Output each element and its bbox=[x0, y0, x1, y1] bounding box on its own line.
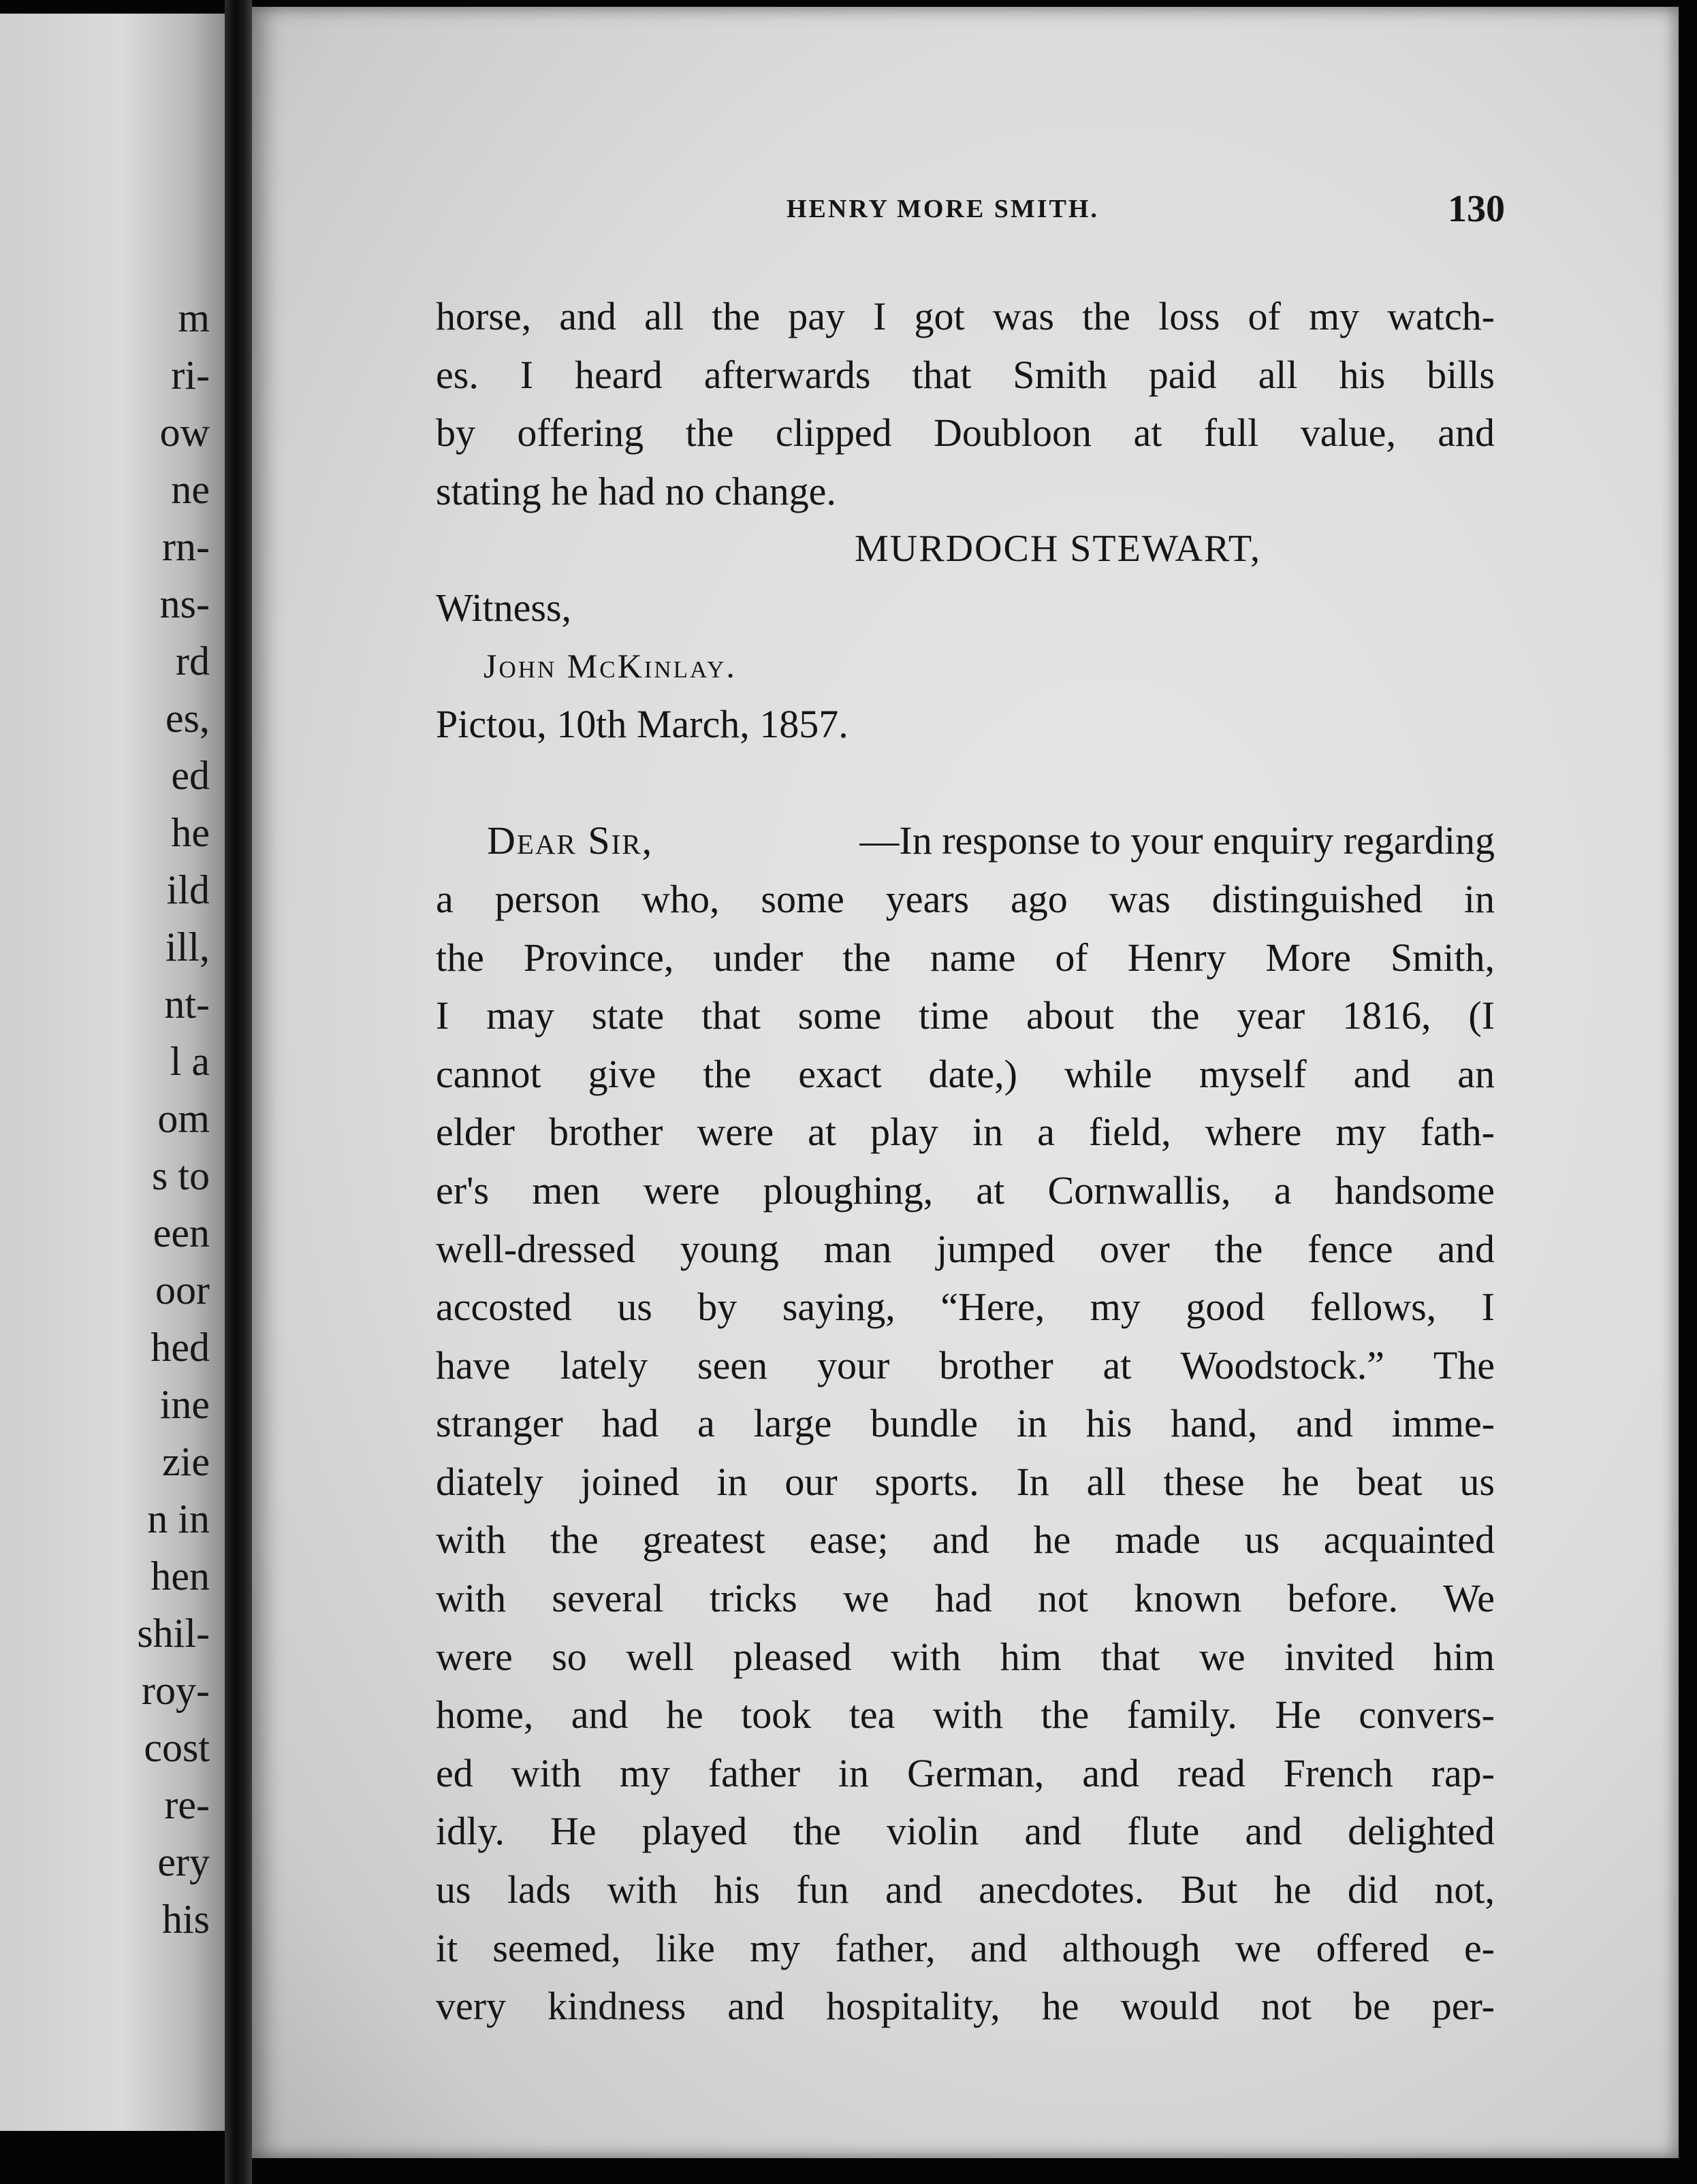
page-body bbox=[436, 287, 1495, 2036]
running-head bbox=[252, 185, 1679, 233]
text-line: es. I heard afterwards that Smith paid all his bills bbox=[436, 352, 1495, 397]
text-line: ed with my father in German, and read French rap- bbox=[436, 1750, 1495, 1795]
facing-page-fragment: een bbox=[153, 1210, 210, 1255]
facing-page-fragment: ow bbox=[159, 410, 210, 455]
facing-page-fragment: cost bbox=[144, 1725, 210, 1770]
facing-page-fragment: m bbox=[178, 295, 210, 340]
text-line: well-dressed young man jumped over the fence and bbox=[436, 1226, 1495, 1271]
text-line: diately joined in our sports. In all these he beat us bbox=[436, 1459, 1495, 1504]
text-line: —In response to your enquiry regarding bbox=[859, 818, 1495, 863]
facing-page-fragment: ill, bbox=[165, 925, 210, 969]
text-line: stating he had no change. bbox=[436, 468, 836, 513]
text-line: elder brother were at play in a field, where my fath- bbox=[436, 1110, 1495, 1155]
text-line: very kindness and hospitality, he would not be per- bbox=[436, 1984, 1495, 2029]
book-gutter bbox=[225, 0, 252, 2184]
text-line: the Province, under the name of Henry More Smith, bbox=[436, 935, 1495, 980]
text-line: by offering the clipped Doubloon at full value, and bbox=[436, 411, 1495, 455]
facing-page-fragment: roy- bbox=[142, 1668, 210, 1713]
facing-page-left bbox=[0, 14, 225, 2131]
text-line: home, and he took tea with the family. He convers- bbox=[436, 1692, 1495, 1737]
facing-page-fragment: ne bbox=[171, 467, 210, 512]
text-line: er's men were ploughing, at Cornwallis, a handsome bbox=[436, 1168, 1495, 1213]
facing-page-fragment: l a bbox=[170, 1039, 210, 1084]
facing-page-fragment: nt- bbox=[164, 982, 210, 1027]
facing-page-fragment: ine bbox=[159, 1382, 210, 1427]
paragraph-spacer bbox=[436, 754, 1495, 812]
facing-page-text-fragments bbox=[137, 289, 210, 1948]
facing-page-fragment: ild bbox=[166, 867, 210, 912]
facing-page-fragment: zie bbox=[162, 1439, 210, 1484]
text-line: it seemed, like my father, and although we offered e- bbox=[436, 1925, 1495, 1970]
text-line: horse, and all the pay I got was the loss of my watch- bbox=[436, 294, 1495, 338]
witness-label: Witness, bbox=[436, 585, 572, 630]
witness-name: John McKinlay. bbox=[483, 646, 737, 685]
facing-page-fragment: ri- bbox=[171, 353, 210, 398]
text-line: were so well pleased with him that we invited him bbox=[436, 1634, 1495, 1679]
letter-opening-line bbox=[436, 812, 1495, 870]
text-line: idly. He played the violin and flute and delighted bbox=[436, 1809, 1495, 1854]
dateline: Pictou, 10th March, 1857. bbox=[436, 702, 848, 747]
text-line: stranger had a large bundle in his hand, and imme- bbox=[436, 1401, 1495, 1446]
text-line: I may state that some time about the year 1816, (I bbox=[436, 993, 1495, 1038]
signature: MURDOCH STEWART, bbox=[855, 528, 1261, 571]
text-line: accosted us by saying, “Here, my good fellows, I bbox=[436, 1285, 1495, 1330]
text-line: have lately seen your brother at Woodstock.” The bbox=[436, 1343, 1495, 1387]
facing-page-fragment: rn- bbox=[162, 524, 210, 569]
text-line: with the greatest ease; and he made us acquainted bbox=[436, 1517, 1495, 1562]
facing-page-fragment: shil- bbox=[137, 1611, 210, 1656]
facing-page-fragment: n in bbox=[147, 1496, 210, 1541]
facing-page-fragment: ery bbox=[157, 1840, 210, 1884]
facing-page-fragment: s to bbox=[151, 1153, 210, 1198]
text-line: a person who, some years ago was distinguished in bbox=[436, 876, 1495, 921]
facing-page-fragment: he bbox=[171, 810, 210, 855]
letter-body bbox=[436, 870, 1495, 2036]
facing-page-fragment: rd bbox=[176, 639, 210, 684]
facing-page-fragment: es, bbox=[165, 696, 210, 741]
facing-page-fragment: hed bbox=[150, 1325, 210, 1370]
text-line: cannot give the exact date,) while myself and an bbox=[436, 1051, 1495, 1096]
facing-page-fragment: oor bbox=[155, 1268, 210, 1313]
facing-page-fragment: ns- bbox=[159, 581, 210, 626]
book-page bbox=[252, 7, 1679, 2158]
running-title: HENRY MORE SMITH. bbox=[787, 195, 1099, 223]
salutation: Dear Sir, bbox=[487, 818, 654, 863]
text-line: with several tricks we had not known before. We bbox=[436, 1576, 1495, 1621]
facing-page-fragment: ed bbox=[171, 753, 210, 798]
page-number: 130 bbox=[1448, 188, 1505, 230]
facing-page-fragment: hen bbox=[150, 1554, 210, 1599]
text-line: us lads with his fun and anecdotes. But he did not, bbox=[436, 1867, 1495, 1912]
facing-page-fragment: om bbox=[157, 1096, 210, 1141]
facing-page-fragment: his bbox=[161, 1897, 210, 1942]
facing-page-fragment: re- bbox=[164, 1782, 210, 1827]
